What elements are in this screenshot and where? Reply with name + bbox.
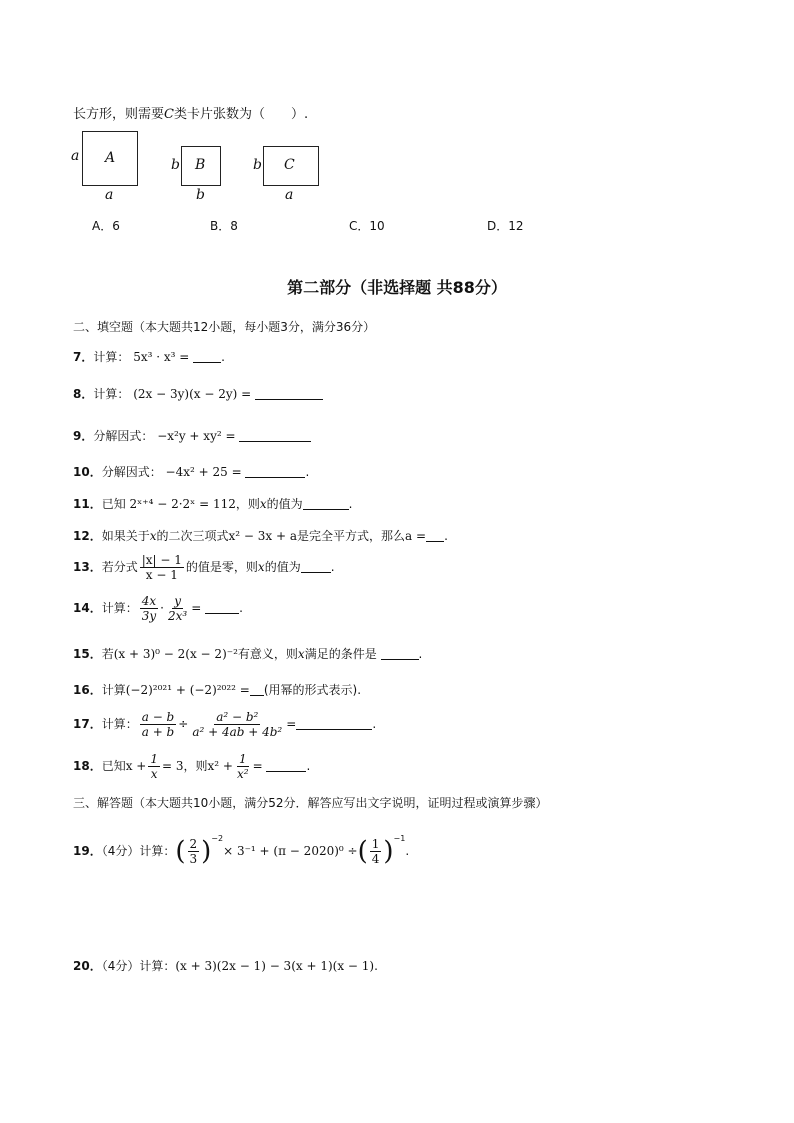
- q11-answer-blank[interactable]: [303, 497, 349, 510]
- question-9: [73, 427, 311, 444]
- question-7: 7．计算： 5x³ · x³ = .: [73, 350, 225, 364]
- question-12: [73, 527, 448, 544]
- q18-expr-b: x² +: [207, 759, 233, 773]
- card-a-side: a: [71, 148, 80, 164]
- q12-end: .: [444, 529, 448, 543]
- q19-exp-2: −1: [393, 834, 406, 843]
- choice-a: A．6: [92, 219, 120, 233]
- q10-num: 10．: [73, 465, 102, 479]
- q19-f1-den: 3: [189, 852, 198, 866]
- q14-f2-num: y: [174, 594, 181, 608]
- question-15: [73, 645, 422, 662]
- q14-end: .: [239, 601, 243, 615]
- q18-eq1: = 3: [162, 759, 184, 773]
- q17-f2-den: a² + 4ab + 4b²: [192, 725, 283, 739]
- q9-num: 9．: [73, 429, 94, 443]
- question-19: [73, 834, 409, 866]
- q13-end: .: [330, 560, 335, 574]
- q19-lparen-2: (: [357, 836, 368, 867]
- q9-answer-blank[interactable]: [239, 429, 311, 442]
- question-14: 14．计算： $\frac{4x}{3y}$ · $\frac{y}{\text{2x³}}$ = .: [73, 594, 243, 623]
- q15-num: 15．: [73, 647, 102, 661]
- q20-end: .: [374, 959, 378, 973]
- q18-num: 18．: [73, 759, 102, 773]
- q6-text2: 类卡片张数为（ ）.: [173, 107, 309, 122]
- choice-b: B．8: [210, 219, 238, 233]
- q19-f2-num: 1: [371, 837, 380, 851]
- q7-text: 计算：: [93, 350, 130, 364]
- q14-text: 计算：: [101, 601, 138, 615]
- q19-rparen-2: ): [383, 836, 394, 867]
- q15-text3: 满足的条件是: [304, 647, 377, 661]
- q18-text2: ，则: [183, 759, 208, 773]
- q15-end: .: [418, 647, 423, 661]
- card-b-side: b: [171, 157, 180, 173]
- q18-f2-den: x²: [236, 767, 249, 781]
- q13-num: 13．: [73, 560, 102, 574]
- q11-var: x: [259, 497, 267, 511]
- q19-end: .: [405, 844, 410, 858]
- q7-expr: 5x³ · x³ =: [133, 350, 190, 364]
- card-a-label: A: [105, 150, 116, 166]
- q10-end: .: [305, 465, 310, 479]
- q19-num: 19．: [73, 844, 102, 858]
- q14-f1-num: 4x: [141, 594, 157, 608]
- q13-frac-den: x − 1: [145, 568, 178, 582]
- q18-f2-num: 1: [238, 752, 247, 766]
- section-2-heading: 二、填空题（本大题共12小题，每小题3分，满分36分）: [73, 320, 376, 334]
- q13-text: 若分式: [101, 560, 138, 574]
- q10-expr: −4x² + 25 =: [165, 465, 242, 479]
- q12-text3: 是完全平方式，那么: [297, 529, 406, 543]
- question-16: [73, 681, 361, 698]
- q18-f1-num: 1: [150, 752, 158, 766]
- q18-text: 已知: [101, 759, 126, 773]
- q13-answer-blank[interactable]: [301, 560, 331, 573]
- q18-f1-den: x: [150, 767, 158, 781]
- question-10: [73, 463, 309, 480]
- q8-text: 计算：: [93, 387, 130, 401]
- q19-fraction-1: [188, 837, 200, 866]
- q14-eq: =: [191, 601, 202, 615]
- q6-text: 长方形，则需要: [73, 107, 165, 122]
- q13-var: x: [257, 560, 265, 574]
- q19-mid: × 3⁻¹ + (π − 2020)⁰ ÷: [223, 844, 358, 858]
- q18-eq2: =: [252, 759, 263, 773]
- question-20: [73, 957, 378, 974]
- question-11: [73, 495, 353, 512]
- q12-text: 如果关于: [101, 529, 150, 543]
- q17-f1-num: a − b: [141, 710, 175, 724]
- q18-fraction-1: [148, 752, 160, 781]
- q17-f1-den: a + b: [141, 725, 175, 739]
- q7-num: 7．: [73, 350, 94, 364]
- q14-fraction-2: [166, 594, 189, 623]
- q19-f1-num: 2: [189, 837, 198, 851]
- question-13: [73, 553, 335, 582]
- q14-fraction-1: [140, 594, 158, 623]
- q18-fraction-2: [235, 752, 251, 781]
- q17-eq: =: [286, 717, 297, 731]
- q19-exp-1: −2: [211, 834, 224, 843]
- q19-text: （4分）计算：: [101, 844, 176, 858]
- q16-text: 计算: [101, 683, 126, 697]
- card-c-bottom: a: [285, 187, 294, 203]
- q17-fraction-1: [140, 710, 177, 739]
- q11-text3: 的值为: [266, 497, 303, 511]
- q13-text2: 的值是零，则: [185, 560, 258, 574]
- q14-num: 14．: [73, 601, 102, 615]
- q16-text2: (用幂的形式表示).: [263, 683, 362, 697]
- q9-text: 分解因式：: [93, 429, 154, 443]
- card-a-bottom: a: [105, 187, 114, 203]
- q11-end: .: [348, 497, 353, 511]
- q11-text2: ，则: [235, 497, 260, 511]
- q11-num: 11．: [73, 497, 102, 511]
- q14-answer-blank[interactable]: [205, 601, 239, 614]
- q6-c-var: C: [164, 107, 174, 122]
- question-18: [73, 752, 310, 781]
- q12-answer-blank[interactable]: [426, 529, 444, 542]
- question-17: [73, 710, 376, 739]
- q19-rparen-1: ): [201, 836, 212, 867]
- q14-f1-den: 3y: [141, 609, 157, 623]
- q7-answer-blank[interactable]: [193, 350, 221, 363]
- choice-c: C．10: [349, 219, 385, 233]
- q15-expr: (x + 3)⁰ − 2(x − 2)⁻²: [113, 647, 238, 661]
- q18-answer-blank[interactable]: [266, 759, 306, 772]
- q12-expr2: a =: [405, 529, 427, 543]
- part-title: 第二部分（非选择题 共88分）: [287, 278, 507, 297]
- card-c-side: b: [253, 157, 262, 173]
- q15-var: x: [297, 647, 305, 661]
- q11-text: 已知: [101, 497, 126, 511]
- q20-text: （4分）计算：: [101, 959, 176, 973]
- q19-fraction-2: [370, 837, 382, 866]
- q17-num: 17．: [73, 717, 102, 731]
- q6-tail-line: [73, 103, 308, 122]
- q19-lparen-1: (: [175, 836, 186, 867]
- section-3-heading: 三、解答题（本大题共10小题，满分52分．解答应写出文字说明，证明过程或演算步骤）: [73, 796, 548, 810]
- choice-d: D．12: [487, 219, 524, 233]
- q19-f2-den: 4: [371, 852, 380, 866]
- card-b-label: B: [195, 157, 206, 173]
- q12-text2: 的二次三项式: [156, 529, 229, 543]
- q16-answer-blank[interactable]: [250, 683, 264, 696]
- question-8: [73, 385, 323, 402]
- q8-num: 8．: [73, 387, 94, 401]
- q15-answer-blank[interactable]: [381, 647, 419, 660]
- q11-expr: 2ˣ⁺⁴ − 2·2ˣ = 112: [129, 497, 236, 511]
- q12-num: 12．: [73, 529, 102, 543]
- q12-expr: x² − 3x + a: [228, 529, 298, 543]
- q20-expr: (x + 3)(2x − 1) − 3(x + 1)(x − 1): [175, 959, 375, 973]
- q12-var: x: [149, 529, 157, 543]
- q13-frac-num: |x| − 1: [141, 553, 182, 567]
- q8-expr: (2x − 3y)(x − 2y) =: [133, 387, 252, 401]
- q15-text: 若: [101, 647, 114, 661]
- q8-answer-blank[interactable]: [255, 387, 323, 400]
- q14-f2-den: 2x³: [167, 609, 188, 623]
- card-b-bottom: b: [196, 187, 205, 203]
- q18-end: .: [306, 759, 311, 773]
- q17-op: ÷: [178, 717, 189, 731]
- q16-expr: (−2)²⁰²¹ + (−2)²⁰²² =: [125, 683, 250, 697]
- q13-fraction: [140, 553, 184, 582]
- q10-answer-blank[interactable]: [245, 465, 305, 478]
- q13-text3: 的值为: [264, 560, 301, 574]
- q18-expr-a: x +: [125, 759, 147, 773]
- q20-num: 20．: [73, 959, 102, 973]
- q17-fraction-2: [190, 710, 284, 739]
- q9-expr: −x²y + xy² =: [157, 429, 236, 443]
- q16-num: 16．: [73, 683, 102, 697]
- q17-f2-num: a² − b²: [216, 710, 259, 724]
- q17-answer-blank[interactable]: [296, 717, 372, 730]
- q17-end: .: [372, 717, 377, 731]
- q10-text: 分解因式：: [101, 465, 162, 479]
- q15-text2: 有意义，则: [237, 647, 298, 661]
- card-c-label: C: [284, 157, 295, 173]
- q17-text: 计算：: [101, 717, 138, 731]
